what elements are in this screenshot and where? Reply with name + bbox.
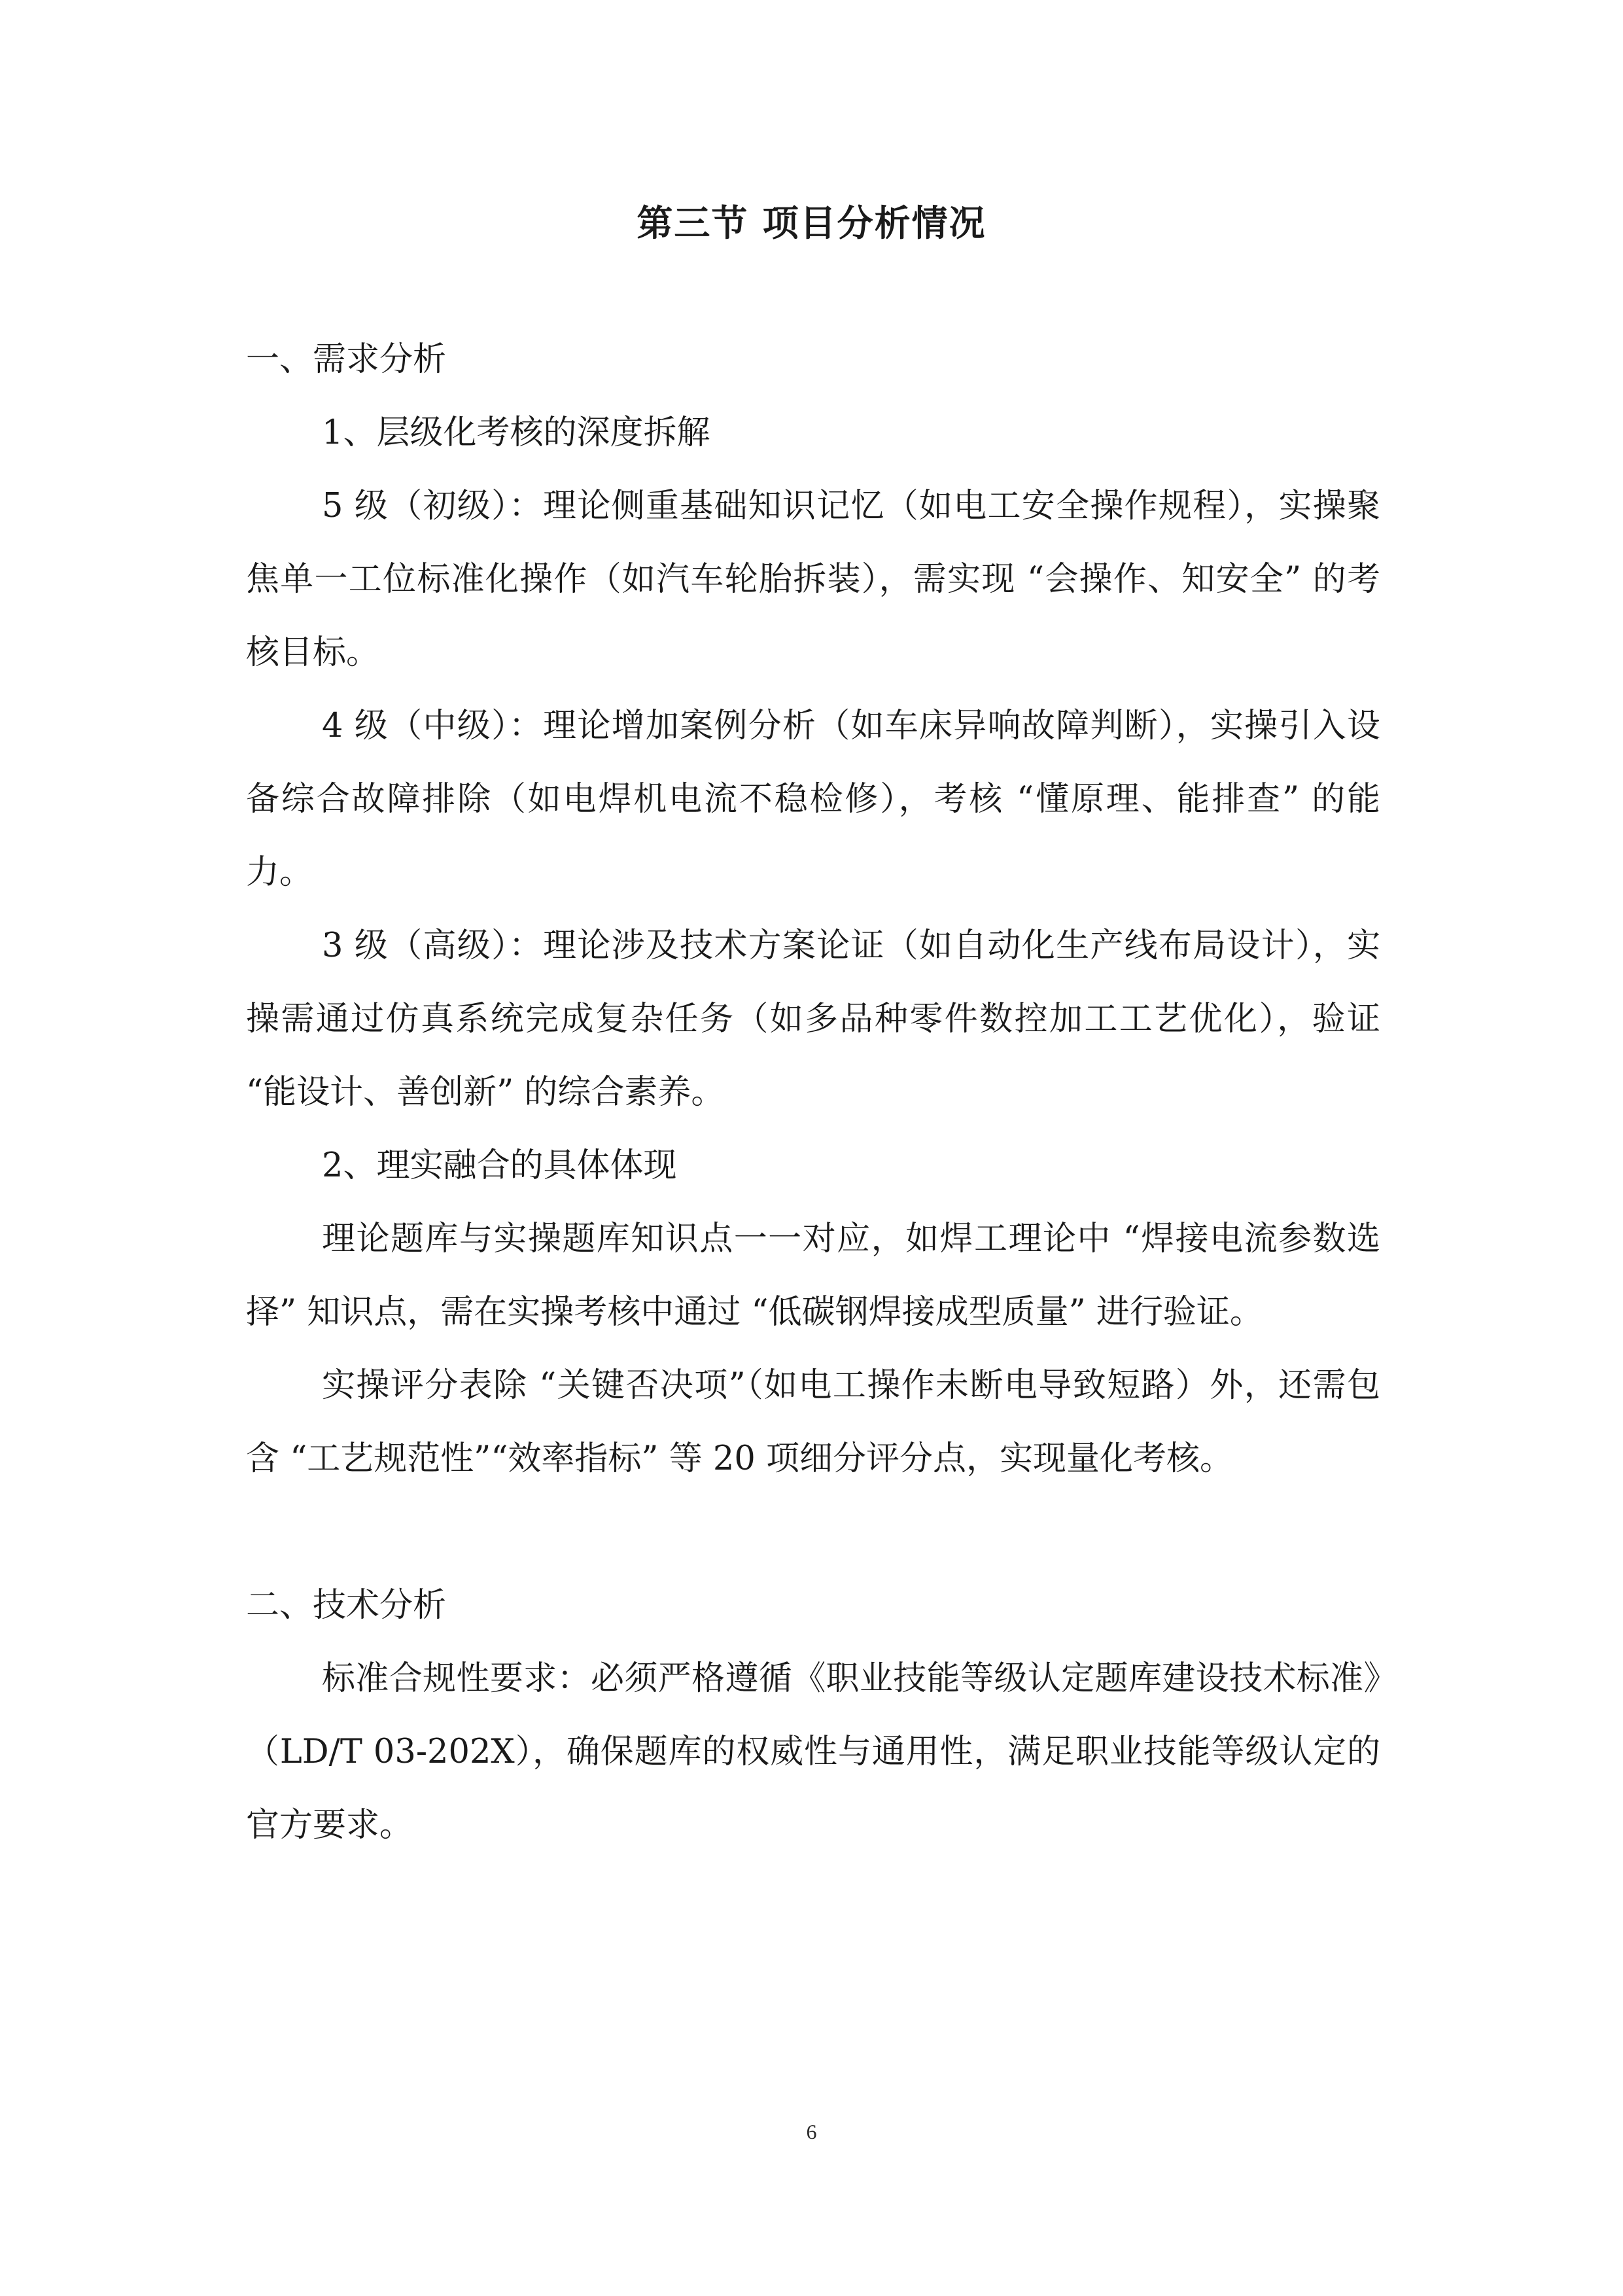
paragraph-level-3: 3 级（高级）：理论涉及技术方案论证（如自动化生产线布局设计），实操需通过仿真系统完成复杂任务（如多品种零件数控加工工艺优化），验证 “能设计、善创新” 的综合素养。	[246, 927, 1380, 1112]
section-heading-technical-analysis: 二、技术分析	[246, 1586, 447, 1625]
page-title: 第三节 项目分析情况	[637, 202, 986, 244]
paragraph-standard-compliance: 标准合规性要求：必须严格遵循《职业技能等级认定题库建设技术标准》（LD/T 03-202X），确保题库的权威性与通用性，满足职业技能等级认定的官方要求。	[246, 1659, 1380, 1845]
paragraph-scoring-table: 实操评分表除 “关键否决项”（如电工操作未断电导致短路）外，还需包含 “工艺规范性”“效率指标” 等 20 项细分评分点，实现量化考核。	[246, 1366, 1380, 1478]
paragraph-question-bank-mapping: 理论题库与实操题库知识点一一对应，如焊工理论中 “焊接电流参数选择” 知识点，需在实操考核中通过 “低碳钢焊接成型质量” 进行验证。	[246, 1220, 1380, 1332]
subheading-theory-practice: 2、理实融合的具体体现	[322, 1146, 677, 1185]
section-heading-demand-analysis: 一、需求分析	[246, 340, 447, 379]
document-body	[246, 323, 1380, 1862]
subheading-level-assessment: 1、层级化考核的深度拆解	[322, 414, 710, 452]
page-number: 6	[806, 2120, 817, 2144]
paragraph-level-5: 5 级（初级）：理论侧重基础知识记忆（如电工安全操作规程），实操聚焦单一工位标准化操作（如汽车轮胎拆装），需实现 “会操作、知安全” 的考核目标。	[246, 487, 1380, 672]
paragraph-level-4: 4 级（中级）：理论增加案例分析（如车床异响故障判断），实操引入设备综合故障排除（如电焊机电流不稳检修），考核 “懂原理、能排查” 的能力。	[246, 707, 1380, 892]
